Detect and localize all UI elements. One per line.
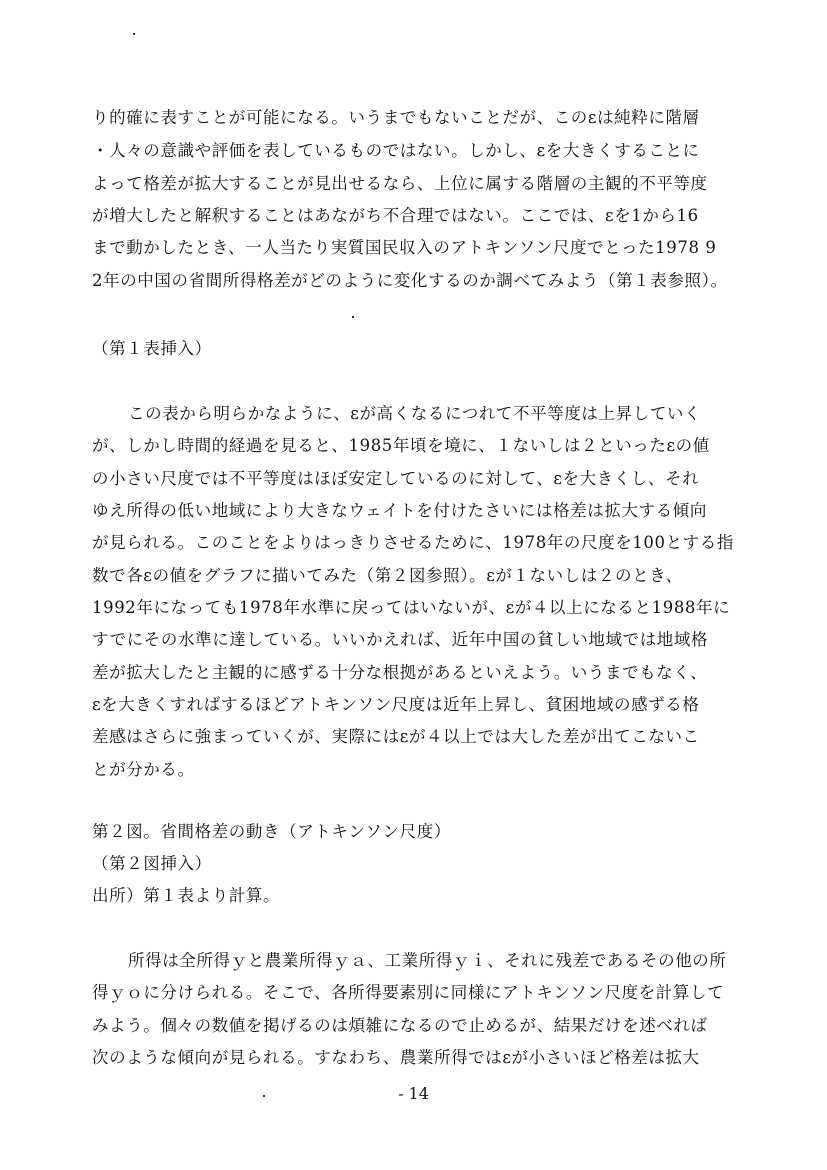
text-line: εを大きくすればするほどアトキンソン尺度は近年上昇し、貧困地域の感ずる格	[92, 695, 700, 714]
text-line: 所得は全所得ｙと農業所得ｙａ、工業所得ｙｉ、それに残差であるその他の所	[128, 951, 727, 970]
text-line: 次のような傾向が見られる。すなわち、農業所得ではεが小さいほど格差は拡大	[92, 1048, 700, 1067]
figure-caption: 第２図。省間格差の動き（アトキンソン尺度）	[92, 822, 451, 841]
scan-speck	[133, 33, 135, 35]
text-line: 2年の中国の省間所得格差がどのように変化するのか調べてみよう（第１表参照）。	[92, 271, 728, 290]
text-line: 差が拡大したと主観的に感ずる十分な根拠があるといえよう。いうまでもなく、	[92, 663, 708, 682]
text-line: よって格差が拡大することが見出せるなら、上位に属する階層の主観的不平等度	[92, 174, 708, 193]
text-line: が、しかし時間的経過を見ると、1985年頃を境に、１ないしは２といったεの値	[92, 436, 710, 455]
text-line: 1992年になっても1978年水準に戻ってはいないが、εが４以上になると1988年に	[92, 598, 731, 617]
text-line: この表から明らかなように、εが高くなるにつれて不平等度は上昇していく	[128, 404, 702, 423]
text-line: 差感はさらに強まっていくが、実際にはεが４以上では大した差が出てこないこ	[92, 727, 700, 746]
text-line: 得ｙｏに分けられる。そこで、各所得要素別に同様にアトキンソン尺度を計算して	[92, 983, 725, 1002]
text-line: 数で各εの値をグラフに描いてみた（第２図参照）。εが１ないしは２のとき、	[92, 566, 683, 585]
text-line: すでにその水準に達している。いいかえれば、近年中国の貧しい地域では地域格	[92, 630, 709, 649]
page-number: - 14	[398, 1084, 429, 1103]
text-line: とが分かる。	[92, 760, 195, 779]
text-line: ・人々の意識や評価を表しているものではない。しかし、εを大きくすることに	[92, 141, 700, 160]
text-line: みよう。個々の数値を掲げるのは煩雑になるので止めるが、結果だけを述べれば	[92, 1016, 708, 1035]
text-line: まで動かしたとき、一人当たり実質国民収入のアトキンソン尺度でとった1978 9	[92, 238, 717, 257]
figure-insert-note: （第２図挿入）	[92, 854, 212, 873]
text-line: が見られる。このことをよりはっきりさせるために、1978年の尺度を100とする指	[92, 533, 734, 552]
scan-speck	[352, 316, 354, 318]
table-insert-note: （第１表挿入）	[92, 339, 212, 358]
text-line: が増大したと解釈することはあながち不合理ではない。ここでは、εを1から16	[92, 206, 699, 225]
text-line: の小さい尺度では不平等度はほぼ安定しているのに対して、εを大きくし、それ	[92, 469, 700, 488]
figure-source: 出所）第１表より計算。	[92, 886, 281, 905]
text-line: ゆえ所得の低い地域により大きなウェイトを付けたさいには格差は拡大する傾向	[92, 501, 707, 520]
text-line: り的確に表すことが可能になる。いうまでもないことだが、このεは純粋に階層	[92, 108, 700, 127]
